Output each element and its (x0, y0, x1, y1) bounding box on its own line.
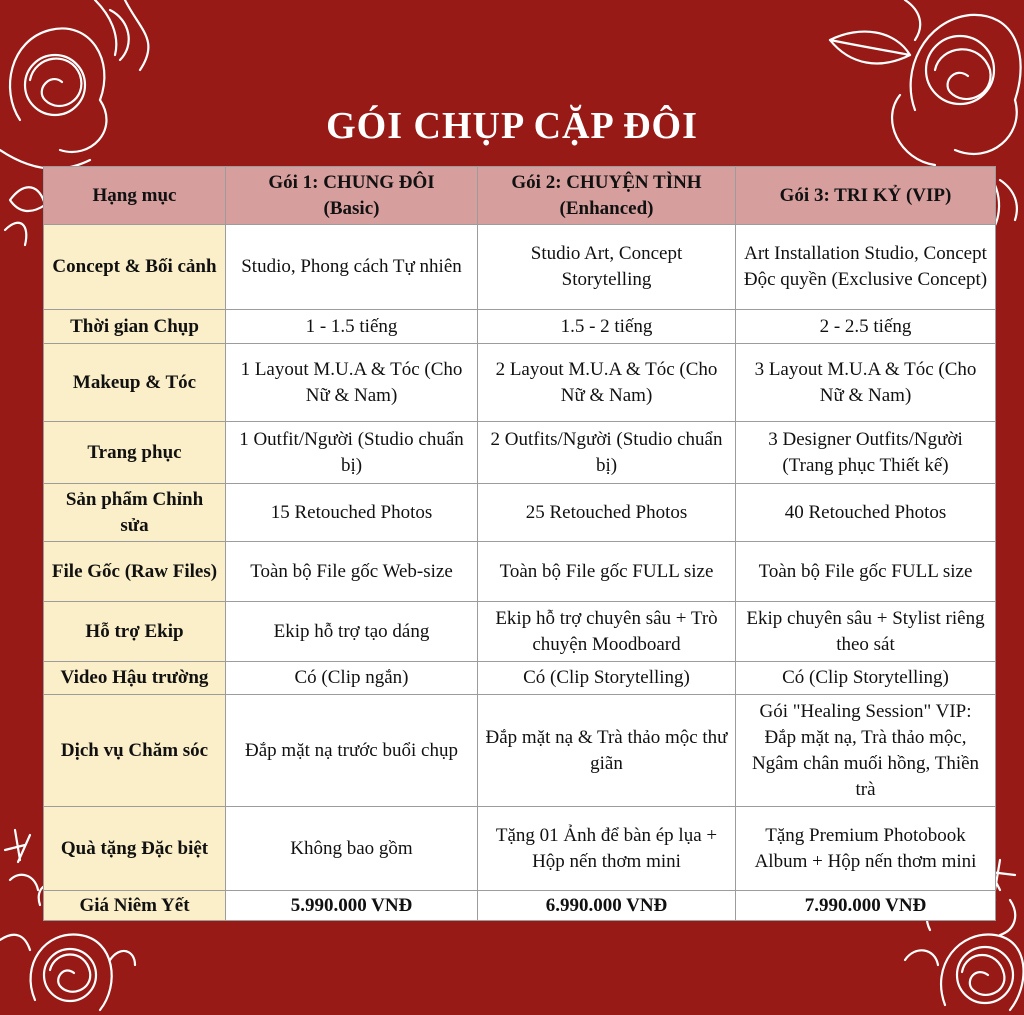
row-category: Giá Niêm Yết (44, 891, 226, 921)
cell-vip: Toàn bộ File gốc FULL size (736, 542, 996, 602)
cell-enhanced: 25 Retouched Photos (478, 484, 736, 542)
row-category: File Gốc (Raw Files) (44, 542, 226, 602)
row-category: Thời gian Chụp (44, 310, 226, 344)
header-package-2-tier: (Enhanced) (559, 197, 654, 219)
cell-vip: Tặng Premium Photobook Album + Hộp nến thơm mini (736, 807, 996, 891)
row-category: Quà tặng Đặc biệt (44, 807, 226, 891)
cell-basic: Ekip hỗ trợ tạo dáng (226, 602, 478, 662)
cell-vip: 3 Designer Outfits/Người (Trang phục Thiết kế) (736, 422, 996, 484)
table-row (44, 662, 996, 695)
cell-basic: Không bao gồm (226, 807, 478, 891)
header-package-2 (478, 167, 736, 225)
price-enhanced: 6.990.000 VNĐ (478, 891, 736, 921)
price-basic: 5.990.000 VNĐ (226, 891, 478, 921)
cell-enhanced: Studio Art, Concept Storytelling (478, 225, 736, 310)
cell-vip: 3 Layout M.U.A & Tóc (Cho Nữ & Nam) (736, 344, 996, 422)
row-category: Dịch vụ Chăm sóc (44, 695, 226, 807)
header-package-3 (736, 167, 996, 225)
cell-basic: Có (Clip ngắn) (226, 662, 478, 695)
table-row (44, 602, 996, 662)
table-header-row (44, 167, 996, 225)
header-package-3-name: Gói 3: TRI KỶ (VIP) (779, 184, 952, 206)
cell-basic: 15 Retouched Photos (226, 484, 478, 542)
table-row (44, 542, 996, 602)
table-row (44, 807, 996, 891)
header-package-2-name: Gói 2: CHUYỆN TÌNH (511, 171, 702, 193)
table-row (44, 484, 996, 542)
row-category: Concept & Bối cảnh (44, 225, 226, 310)
cell-vip: Ekip chuyên sâu + Stylist riêng theo sát (736, 602, 996, 662)
cell-enhanced: Toàn bộ File gốc FULL size (478, 542, 736, 602)
cell-vip: 2 - 2.5 tiếng (736, 310, 996, 344)
row-category: Sản phẩm Chỉnh sửa (44, 484, 226, 542)
row-category: Makeup & Tóc (44, 344, 226, 422)
cell-enhanced: Đắp mặt nạ & Trà thảo mộc thư giãn (478, 695, 736, 807)
row-category: Hỗ trợ Ekip (44, 602, 226, 662)
header-category (44, 167, 226, 225)
cell-enhanced: Ekip hỗ trợ chuyên sâu + Trò chuyện Moodboard (478, 602, 736, 662)
cell-enhanced: Tặng 01 Ảnh để bàn ép lụa + Hộp nến thơm mini (478, 807, 736, 891)
cell-basic: 1 Outfit/Người (Studio chuẩn bị) (226, 422, 478, 484)
cell-enhanced: Có (Clip Storytelling) (478, 662, 736, 695)
table-row (44, 225, 996, 310)
cell-vip: 40 Retouched Photos (736, 484, 996, 542)
cell-enhanced: 1.5 - 2 tiếng (478, 310, 736, 344)
table-row-price (44, 891, 996, 921)
table-row (44, 422, 996, 484)
price-vip: 7.990.000 VNĐ (736, 891, 996, 921)
cell-vip: Gói "Healing Session" VIP: Đắp mặt nạ, Trà thảo mộc, Ngâm chân muối hồng, Thiền trà (736, 695, 996, 807)
cell-basic: Toàn bộ File gốc Web-size (226, 542, 478, 602)
header-package-1 (226, 167, 478, 225)
row-category: Trang phục (44, 422, 226, 484)
cell-vip: Art Installation Studio, Concept Độc quyền (Exclusive Concept) (736, 225, 996, 310)
pricing-table (43, 166, 996, 921)
cell-basic: Đắp mặt nạ trước buổi chụp (226, 695, 478, 807)
table-row (44, 344, 996, 422)
cell-vip: Có (Clip Storytelling) (736, 662, 996, 695)
page-title: GÓI CHỤP CẶP ĐÔI (326, 105, 698, 147)
header-category-label: Hạng mục (92, 184, 177, 206)
table-row (44, 310, 996, 344)
cell-enhanced: 2 Layout M.U.A & Tóc (Cho Nữ & Nam) (478, 344, 736, 422)
cell-enhanced: 2 Outfits/Người (Studio chuẩn bị) (478, 422, 736, 484)
cell-basic: Studio, Phong cách Tự nhiên (226, 225, 478, 310)
cell-basic: 1 Layout M.U.A & Tóc (Cho Nữ & Nam) (226, 344, 478, 422)
cell-basic: 1 - 1.5 tiếng (226, 310, 478, 344)
row-category: Video Hậu trường (44, 662, 226, 695)
header-package-1-name: Gói 1: CHUNG ĐÔI (268, 171, 435, 193)
header-package-1-tier: (Basic) (323, 197, 380, 219)
table-row (44, 695, 996, 807)
